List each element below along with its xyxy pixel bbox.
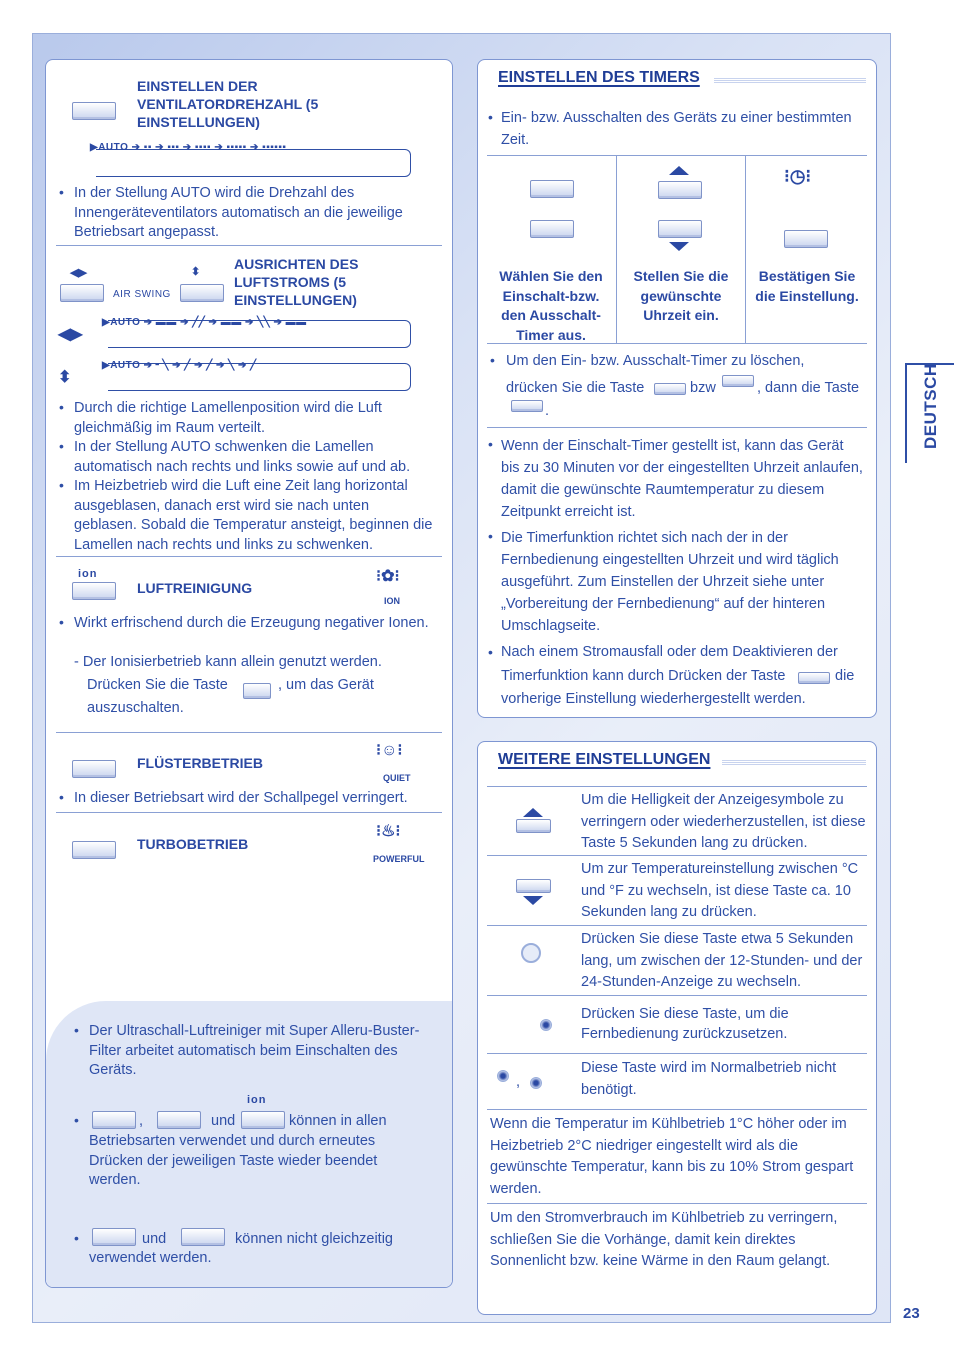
- ion-bullet-dot: •: [59, 614, 64, 630]
- timer-step-1: Wählen Sie den Einschalt-bzw. den Ausschalt-Timer aus.: [499, 268, 603, 343]
- more-dot-comma: ,: [516, 1074, 521, 1090]
- fan-bullet-dot: •: [59, 184, 64, 200]
- ion-display-label: ION: [384, 596, 401, 606]
- note-ion-button: [241, 1111, 285, 1129]
- timer-bullet-1: Wenn der Einschalt-Timer gestellt ist, kann das Gerät bis zu 30 Minuten vor der eingestellten Uhrzeit anlaufen, damit die gewünschte Raumtemperatur zu diesem Zeitpunkt erreicht ist.: [501, 438, 863, 520]
- timer-col-divider: [616, 155, 617, 343]
- timer-cancel-a: Um den Ein- bzw. Ausschalt-Timer zu löschen,: [506, 353, 805, 369]
- timer-cancel-b: drücken Sie die Taste: [506, 380, 645, 396]
- divider: [487, 1109, 867, 1110]
- note-2-comma: ,: [139, 1113, 144, 1129]
- temp-unit-button: [516, 879, 551, 893]
- divider: [487, 1203, 867, 1204]
- note-quiet-button: [92, 1228, 136, 1246]
- note-turbo-button: [181, 1228, 225, 1246]
- note-2-rest: können in allen: [289, 1113, 387, 1129]
- quiet-bullet: In dieser Betriebsart wird der Schallpegel verringert.: [74, 790, 408, 806]
- airflow-bullet-dot-3: •: [59, 477, 64, 493]
- note-3-rest: können nicht gleichzeitig: [235, 1231, 393, 1247]
- timer-cancel-bzw: bzw: [690, 380, 716, 396]
- divider: [487, 427, 867, 428]
- ion-display-icon: ⁝✿⁝: [376, 568, 400, 585]
- timer-off-button: [530, 220, 574, 238]
- airflow-v-auto: AUTO: [110, 360, 141, 371]
- note-1: Der Ultraschall-Luftreiniger mit Super Alleru-Buster-Filter arbeitet automatisch beim Einschalten des Geräts.: [89, 1023, 420, 1078]
- left-panel: [45, 59, 453, 1288]
- more-tip-2: Um den Stromverbrauch im Kühlbetrieb zu verringern, schließen Sie die Vorhänge, damit kein direktes Sonnenlicht bzw. keine Wärme in den Raum gelangt.: [490, 1210, 838, 1269]
- timer-bullet-dot-1: •: [488, 436, 493, 452]
- timer-step-3: Bestätigen Sie die Einstellung.: [755, 268, 859, 304]
- quiet-display-label: QUIET: [383, 773, 411, 783]
- timer-bullet-dot-3: •: [488, 644, 493, 660]
- airflow-bullet-dot-2: •: [59, 438, 64, 454]
- up-arrow-icon: [523, 808, 543, 817]
- divider: [56, 556, 442, 557]
- ion-sub-line-1: - Der Ionisierbetrieb kann allein genutzt werden.: [74, 654, 382, 670]
- timer-intro: Ein- bzw. Ausschalten des Geräts zu einer bestimmten Zeit.: [501, 110, 852, 148]
- unused-button-icon: [497, 1070, 509, 1082]
- timer-cancel-d: .: [545, 403, 550, 419]
- quiet-title: FLÜSTERBETRIEB: [137, 755, 263, 771]
- timer-last-d: vorherige Einstellung wiederhergestellt werden.: [501, 691, 806, 707]
- quiet-bullet-dot: •: [59, 789, 64, 805]
- more-tip-1: Wenn die Temperatur im Kühlbetrieb 1°C höher oder im Heizbetrieb 2°C niedriger eingestellt wird als die gewünschte Temperatur, kann bis zu 10% Strom gespart werden.: [490, 1116, 854, 1197]
- timer-on-button: [530, 180, 574, 198]
- fan-sequence: ▶AUTO ➔ ▪▪ ➔ ▪▪▪ ➔ ▪▪▪▪ ➔ ▪▪▪▪▪ ➔ ▪▪▪▪▪▪: [90, 142, 287, 153]
- timer-last-a: Nach einem Stromausfall oder dem Deaktivieren der: [501, 644, 838, 660]
- airflow-bullet-1: Durch die richtige Lamellenposition wird die Luft gleichmäßig im Raum verteilt.: [74, 400, 382, 436]
- note-bullet-dot-3: •: [74, 1230, 79, 1246]
- down-arrow-icon: [523, 896, 543, 905]
- note-bullet-dot-1: •: [74, 1022, 79, 1038]
- divider: [487, 855, 867, 856]
- brightness-button: [516, 819, 551, 833]
- timer-last-b: Timerfunktion kann durch Drücken der Taste: [501, 668, 786, 684]
- divider: [487, 786, 867, 787]
- timer-header: [478, 60, 876, 98]
- note-2-und: und: [211, 1113, 236, 1129]
- ion-sub-line-2a: Drücken Sie die Taste: [87, 677, 228, 693]
- divider: [487, 155, 867, 156]
- fan-bullet: In der Stellung AUTO wird die Drehzahl des Innengeräteventilators automatisch an die jeweilige Betriebsart angepasst.: [74, 185, 403, 240]
- more-row-5: Diese Taste wird im Normalbetrieb nicht benötigt.: [581, 1060, 837, 1098]
- timer-intro-dot: •: [488, 109, 493, 125]
- ion-button-label: ion: [78, 568, 98, 580]
- fan-seq-auto: AUTO: [98, 142, 129, 153]
- divider: [56, 732, 442, 733]
- turbo-button: [72, 841, 116, 859]
- note-2-cont: Betriebsarten verwendet und durch erneutes Drücken der jeweiligen Taste wieder beendet werden.: [89, 1133, 378, 1188]
- air-swing-vertical-button: [180, 284, 224, 302]
- reset-button-icon: [540, 1019, 552, 1031]
- turbo-display-icon: ⁝♨⁝: [376, 823, 401, 840]
- language-tab-label: DEUTSCH: [921, 363, 940, 449]
- more-heading: WEITERE EINSTELLUNGEN: [498, 751, 711, 768]
- divider: [56, 812, 442, 813]
- vertical-arrows-icon: ⬍: [58, 369, 72, 386]
- page-number: 23: [903, 1305, 920, 1322]
- horizontal-arrows-icon: ◀▶: [58, 326, 83, 343]
- divider: [487, 1053, 867, 1054]
- timer-down-button: [658, 220, 702, 238]
- airflow-v-sequence: ▶AUTO ➔ ╴╲ ➔ ╱ ➔ ╱ ➔ ╲ ➔ ╱: [102, 360, 257, 371]
- airflow-h-sequence: ▶AUTO ➔ ▬▬ ➔ ╱╱ ➔ ▬▬ ➔ ╲╲ ➔ ▬▬: [102, 317, 307, 328]
- turbo-title: TURBOBETRIEB: [137, 836, 249, 852]
- timer-heading: EINSTELLEN DES TIMERS: [498, 69, 700, 86]
- quiet-button: [72, 760, 116, 778]
- ion-sub-line-2b: , um das Gerät: [278, 677, 374, 693]
- airflow-h-auto: AUTO: [110, 317, 141, 328]
- note-swing-button: [157, 1111, 201, 1129]
- unused-button-icon: [530, 1077, 542, 1089]
- timer-clock-icon: ⁝◷⁝: [784, 166, 812, 186]
- timer-up-button: [658, 181, 702, 199]
- timer-last-c: die: [835, 668, 855, 684]
- note-ion-label: ion: [247, 1094, 267, 1106]
- ion-sub-line-3: auszuschalten.: [87, 700, 184, 716]
- ion-inline-button: [243, 683, 271, 699]
- timer-set-button: [784, 230, 828, 248]
- timer-bullet-2: Die Timerfunktion richtet sich nach der in der Fernbedienung eingestellten Uhrzeit und wird täglich ausgeführt. Zum Einstellen der Uhrzeit siehe unter „Vorbereitung der Fernbedienung“ auf der hinteren Umschlagseite.: [501, 530, 839, 634]
- timer-cancel-off-button: [722, 375, 754, 387]
- timer-col-divider: [745, 155, 746, 343]
- timer-bullet-dot-2: •: [488, 528, 493, 544]
- up-arrow-icon: [669, 166, 689, 175]
- divider: [487, 995, 867, 996]
- timer-cancel-on-button: [654, 383, 686, 395]
- swing-horizontal-icon: ◀▶: [70, 267, 87, 279]
- timer-step-2: Stellen Sie die gewünschte Uhrzeit ein.: [633, 268, 729, 323]
- more-header: [478, 742, 876, 780]
- airflow-title: AUSRICHTEN DES LUFTSTROMS (5 EINSTELLUNGEN): [234, 256, 359, 308]
- more-row-3: Drücken Sie diese Taste etwa 5 Sekunden lang, um zwischen der 12-Stunden- und der 24-Stunden-Anzeige zu wechseln.: [581, 931, 863, 990]
- fan-speed-button: [72, 102, 116, 120]
- ion-button: [72, 582, 116, 600]
- fan-speed-title: EINSTELLEN DER VENTILATORDREHZAHL (5 EINSTELLUNGEN): [137, 78, 319, 130]
- ion-bullet: Wirkt erfrischend durch die Erzeugung negativer Ionen.: [74, 615, 429, 631]
- more-settings-panel: [477, 741, 877, 1315]
- note-fan-button: [92, 1111, 136, 1129]
- swing-vertical-icon: ⬍: [191, 266, 201, 278]
- quiet-display-icon: ⁝☺⁝: [376, 742, 403, 759]
- note-3-cont: verwendet werden.: [89, 1250, 212, 1266]
- airflow-bullet-3: Im Heizbetrieb wird die Luft eine Zeit lang horizontal ausgeblasen, danach erst wird sie nach unten geblasen. Sobald die Temperatur ansteigt, beginnen die Lamellen nach rechts und links zu schwenken.: [74, 478, 433, 553]
- divider: [56, 245, 442, 246]
- ion-title: LUFTREINIGUNG: [137, 580, 253, 596]
- air-swing-horizontal-button: [60, 284, 104, 302]
- air-swing-label: AIR SWING: [113, 289, 171, 300]
- down-arrow-icon: [669, 242, 689, 251]
- airflow-bullet-2: In der Stellung AUTO schwenken die Lamellen automatisch nach rechts und links sowie auf und ab.: [74, 439, 411, 475]
- language-tab: [905, 363, 954, 463]
- airflow-bullet-dot-1: •: [59, 399, 64, 415]
- timer-restore-button: [798, 672, 830, 684]
- turbo-display-label: POWERFUL: [373, 854, 425, 864]
- fan-sequence-box: [96, 149, 411, 177]
- more-row-2: Um zur Temperatureinstellung zwischen °C und °F zu wechseln, ist diese Taste ca. 10 Sekunden lang zu drücken.: [581, 861, 859, 920]
- divider: [487, 343, 867, 344]
- timer-cancel-dot: •: [490, 352, 495, 368]
- timer-panel: [477, 59, 877, 718]
- divider: [487, 925, 867, 926]
- note-3-und: und: [142, 1231, 167, 1247]
- clock-format-button-icon: [521, 943, 541, 963]
- note-bullet-dot-2: •: [74, 1112, 79, 1128]
- timer-cancel-set-button: [511, 400, 543, 412]
- more-row-1: Um die Helligkeit der Anzeigesymbole zu verringern oder wiederherzustellen, ist diese Taste 5 Sekunden lang zu drücken.: [581, 792, 866, 851]
- timer-cancel-c: , dann die Taste: [757, 380, 860, 396]
- more-row-4: Drücken Sie diese Taste, um die Fernbedienung zurückzusetzen.: [581, 1006, 789, 1042]
